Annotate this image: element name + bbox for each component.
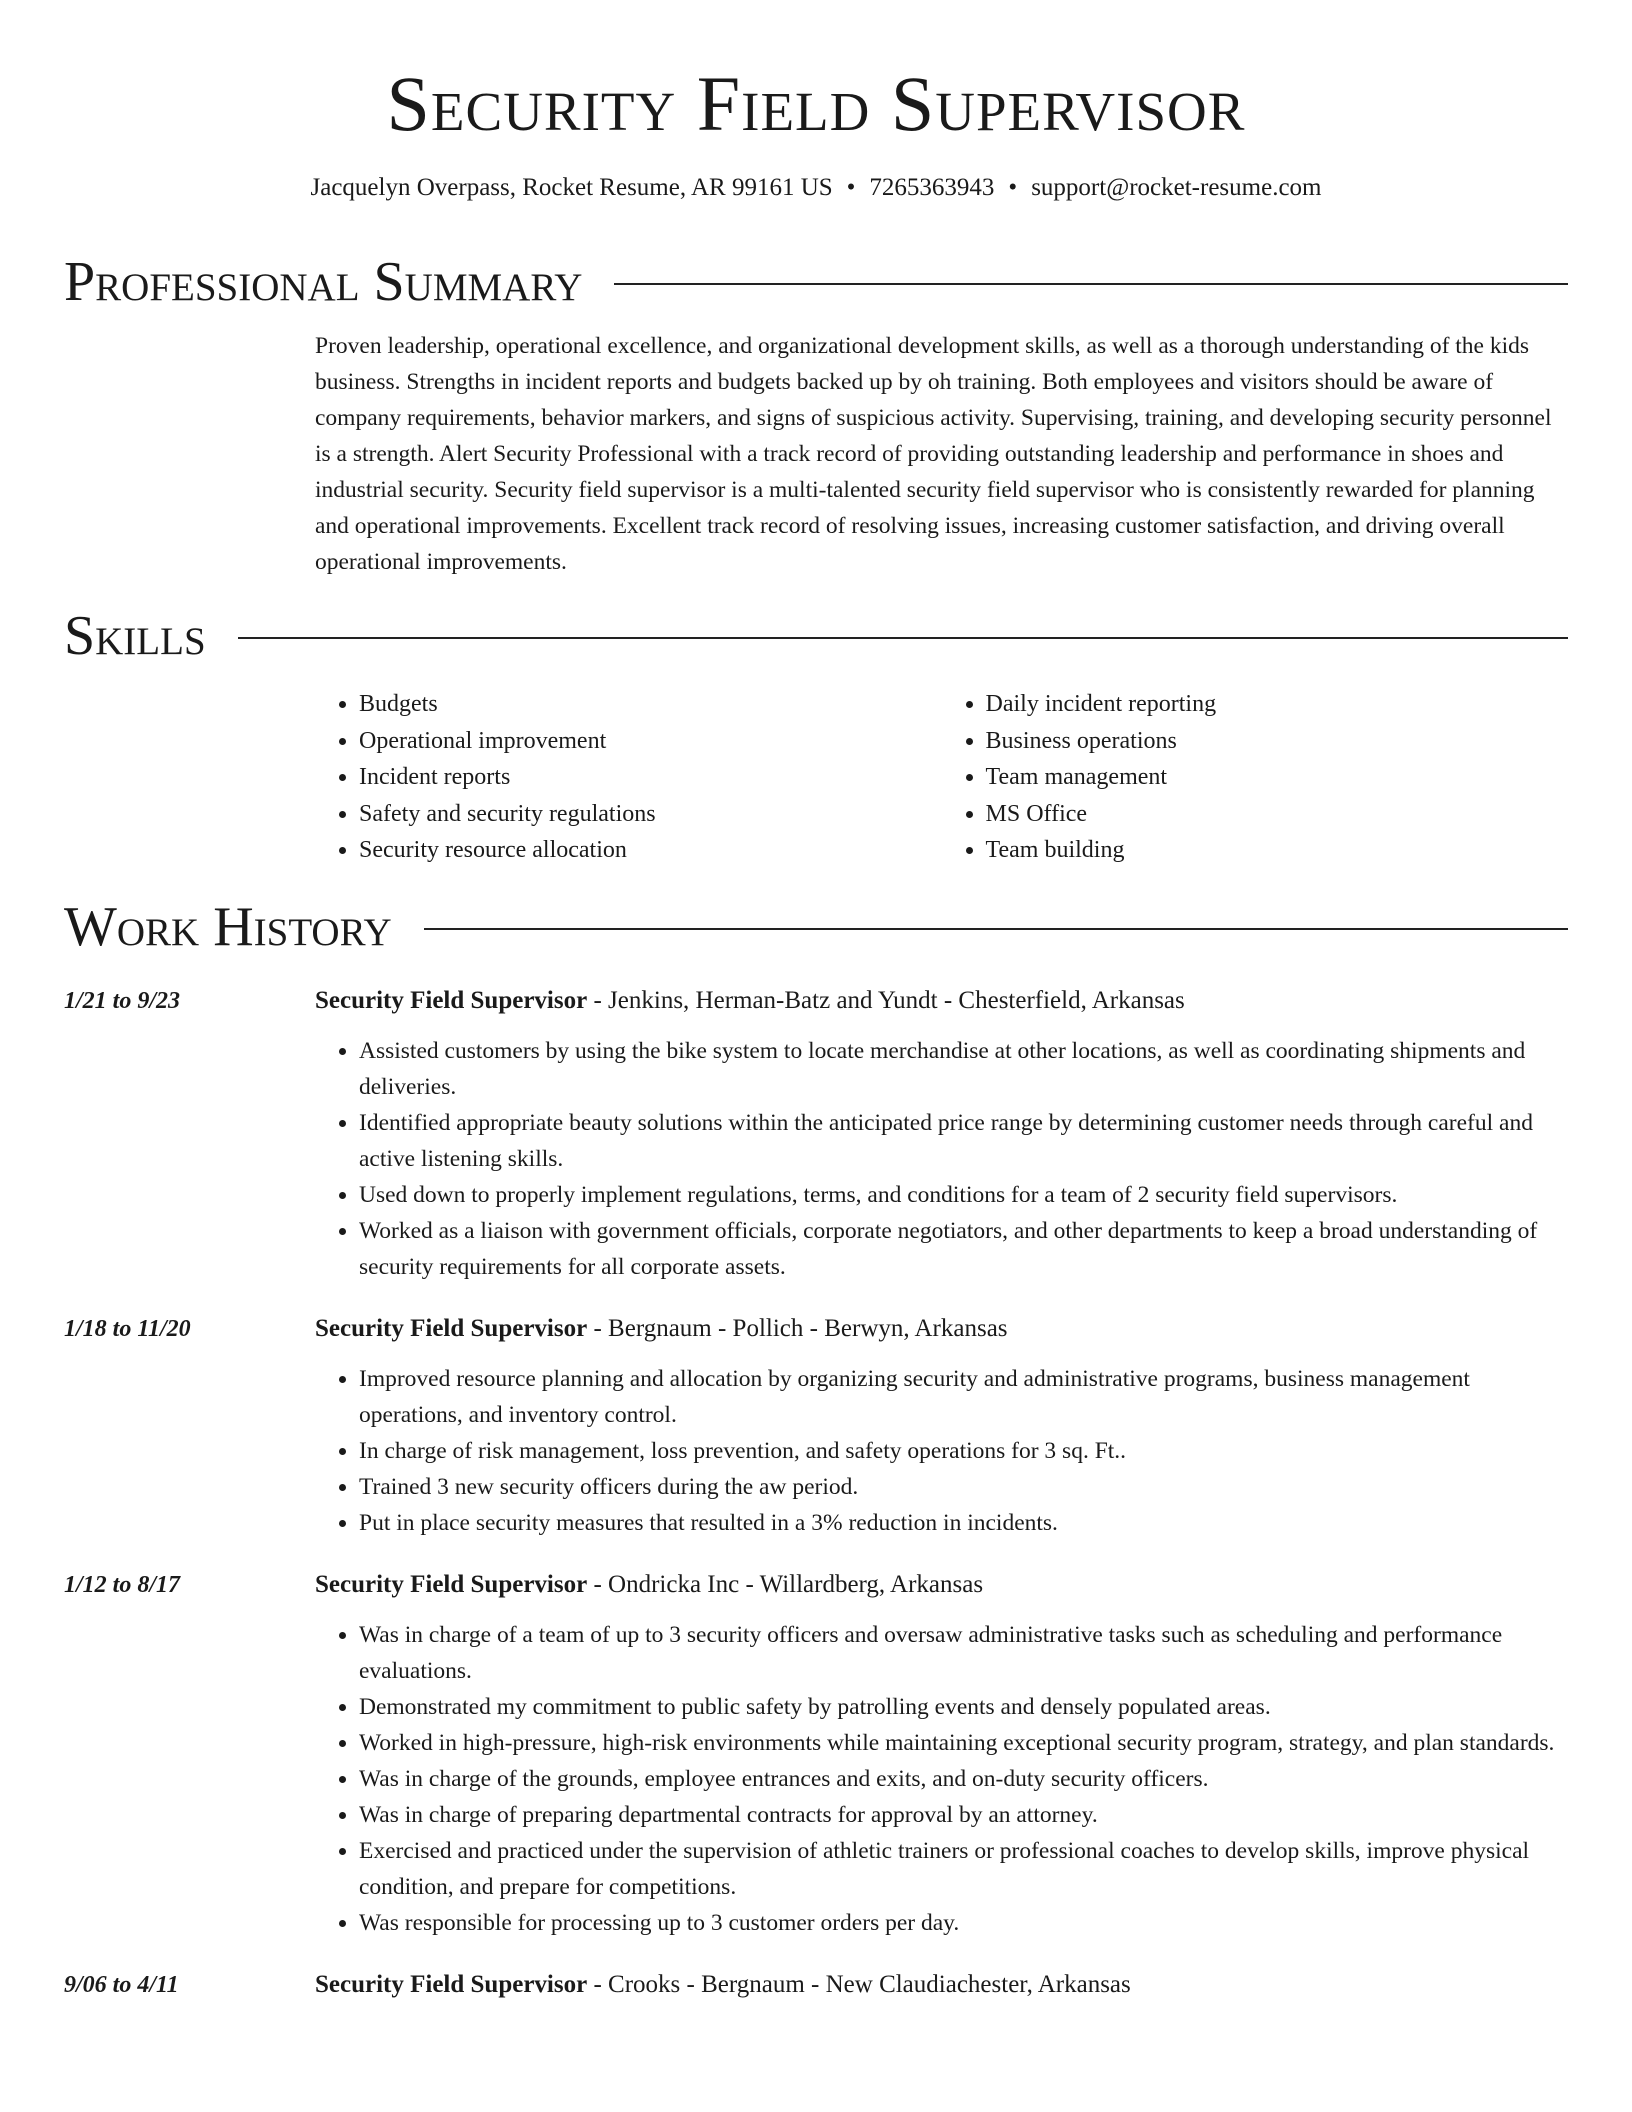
job-dates: 1/21 to 9/23	[64, 987, 181, 1014]
job-dates: 9/06 to 4/11	[64, 1971, 179, 1998]
job-employer: - Ondricka Inc - Willardberg, Arkansas	[587, 1570, 984, 1598]
job-title: Security Field Supervisor	[315, 1970, 588, 1998]
job-details	[315, 1567, 1568, 1941]
job-heading	[315, 1967, 1568, 2003]
skill-item: • Operational improvement	[359, 723, 942, 760]
section-divider	[614, 283, 1568, 285]
section-title: Professional Summary	[64, 251, 583, 313]
section-title: Work History	[64, 895, 392, 958]
job-duty: • Was in charge of the grounds, employee entrances and exits, and on-duty security officers.	[359, 1761, 1568, 1797]
skill-item: • Business operations	[986, 723, 1569, 760]
job-duty: • Exercised and practiced under the supervision of athletic trainers or professional coaches to develop skills, improve physical condition, and prepare for competitions.	[359, 1833, 1568, 1905]
email: support@rocket-resume.com	[1031, 174, 1322, 201]
job-duty: • Used down to properly implement regulations, terms, and conditions for a team of 2 security field supervisors.	[359, 1177, 1568, 1213]
section-divider	[238, 637, 1568, 639]
skill-item: • Incident reports	[359, 759, 942, 796]
separator: •	[1008, 174, 1018, 201]
job-duty: • Worked in high-pressure, high-risk environments while maintaining exceptional security program, strategy, and plan standards.	[359, 1725, 1568, 1761]
job-duty: • Put in place security measures that resulted in a 3% reduction in incidents.	[359, 1505, 1568, 1541]
job-details	[315, 1311, 1568, 1541]
section-divider	[424, 928, 1568, 930]
job-employer: - Crooks - Bergnaum - New Claudiachester, Arkansas	[587, 1970, 1131, 1998]
job-duty: • Was in charge of preparing departmental contracts for approval by an attorney.	[359, 1797, 1568, 1833]
skills-column-right	[942, 686, 1569, 869]
job-employer: - Bergnaum - Pollich - Berwyn, Arkansas	[587, 1314, 1008, 1342]
job-heading	[315, 1567, 1568, 1603]
job-title: Security Field Supervisor	[315, 1314, 588, 1342]
job-heading	[315, 983, 1568, 1019]
candidate-title: Security Field Supervisor	[386, 60, 1246, 147]
job-duties	[315, 1033, 1568, 1285]
job-duty: • Identified appropriate beauty solutions within the anticipated price range by determining customer needs through careful and active listening skills.	[359, 1105, 1568, 1177]
skill-item: • Security resource allocation	[359, 832, 942, 869]
job-duties	[315, 1617, 1568, 1941]
contact-line	[64, 172, 1568, 204]
job-title: Security Field Supervisor	[315, 1570, 588, 1598]
job-duty: • Trained 3 new security officers during the aw period.	[359, 1469, 1568, 1505]
skills-column-left	[315, 686, 942, 869]
job-duty: • In charge of risk management, loss prevention, and safety operations for 3 sq. Ft..	[359, 1433, 1568, 1469]
job-duty: • Demonstrated my commitment to public safety by patrolling events and densely populated areas.	[359, 1689, 1568, 1725]
job-entry	[64, 1967, 1568, 2003]
job-duty: • Assisted customers by using the bike system to locate merchandise at other locations, as well as coordinating shipments and deliveries.	[359, 1033, 1568, 1105]
job-dates: 1/18 to 11/20	[64, 1315, 191, 1342]
job-heading	[315, 1311, 1568, 1347]
work-history-list	[64, 983, 1568, 2003]
work-section-header	[64, 895, 1568, 959]
skill-item: • Budgets	[359, 686, 942, 723]
skill-item: • Daily incident reporting	[986, 686, 1569, 723]
skill-item: • Team management	[986, 759, 1569, 796]
resume-page	[64, 0, 1568, 2003]
job-duty: • Worked as a liaison with government officials, corporate negotiators, and other departments to keep a broad understanding of security requirements for all corporate assets.	[359, 1213, 1568, 1285]
separator: •	[846, 174, 856, 201]
job-details	[315, 1967, 1568, 2003]
summary-section-header	[64, 250, 1568, 314]
job-dates: 1/12 to 8/17	[64, 1571, 181, 1598]
job-duties	[315, 1361, 1568, 1541]
job-duty: • Improved resource planning and allocation by organizing security and administrative programs, business management operations, and inventory control.	[359, 1361, 1568, 1433]
summary-text: Proven leadership, operational excellence, and organizational development skills, as well as a thorough understanding of the kids business. Strengths in incident reports and budgets backed up by oh training. Both employees and visitors should be aware of company requirements, behavior markers, and signs of suspicious activity. Supervising, training, and developing security personnel is a strength. Alert Security Professional with a track record of providing outstanding leadership and performance in shoes and industrial security. Security field supervisor is a multi-talented security field supervisor who is consistently rewarded for planning and operational improvements. Excellent track record of resolving issues, increasing customer satisfaction, and driving overall operational improvements.	[315, 333, 1552, 575]
skills-section-header	[64, 604, 1568, 668]
section-title: Skills	[64, 605, 206, 667]
job-duty: • Was in charge of a team of up to 3 security officers and oversaw administrative tasks such as scheduling and performance evaluations.	[359, 1617, 1568, 1689]
job-title: Security Field Supervisor	[315, 986, 588, 1014]
job-employer: - Jenkins, Herman-Batz and Yundt - Chesterfield, Arkansas	[587, 986, 1185, 1014]
skill-item: • Team building	[986, 832, 1569, 869]
job-entry	[64, 983, 1568, 1285]
job-duty: • Was responsible for processing up to 3 customer orders per day.	[359, 1905, 1568, 1941]
skill-item: • Safety and security regulations	[359, 796, 942, 833]
phone: 7265363943	[869, 174, 995, 201]
skill-item: • MS Office	[986, 796, 1569, 833]
skills-list	[315, 686, 1568, 869]
job-entry	[64, 1311, 1568, 1541]
address: Jacquelyn Overpass, Rocket Resume, AR 99161 US	[310, 174, 833, 201]
job-details	[315, 983, 1568, 1285]
job-entry	[64, 1567, 1568, 1941]
